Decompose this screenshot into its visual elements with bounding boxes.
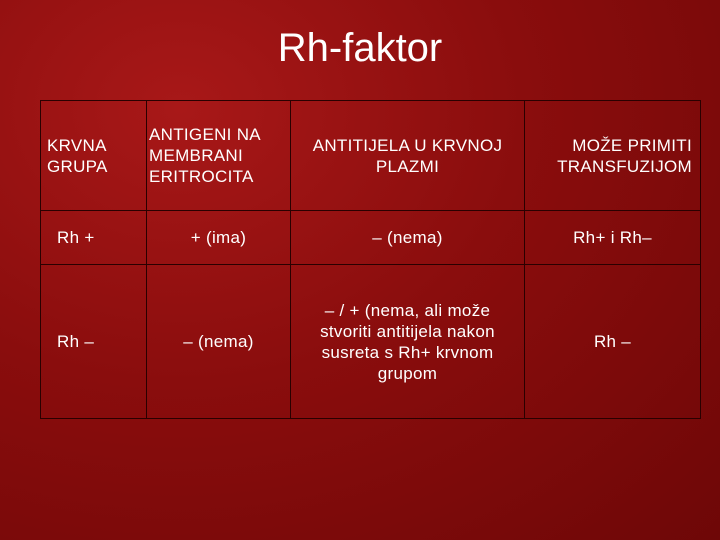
header-cell: ANTITIJELA U KRVNOJ PLAZMI xyxy=(291,101,525,211)
slide-title: Rh-faktor xyxy=(277,26,443,70)
table-cell: – (nema) xyxy=(147,265,291,419)
table-cell: Rh+ i Rh– xyxy=(525,211,701,265)
table-cell: – (nema) xyxy=(291,211,525,265)
table-row xyxy=(41,211,701,265)
header-cell: KRVNA GRUPA xyxy=(41,101,147,211)
header-cell: ANTIGENI NA MEMBRANI ERITROCITA xyxy=(147,101,291,211)
rh-factor-table xyxy=(40,100,701,419)
header-cell: MOŽE PRIMITI TRANSFUZIJOM xyxy=(525,101,701,211)
table-cell: + (ima) xyxy=(147,211,291,265)
table-cell: Rh – xyxy=(41,265,147,419)
table-cell: Rh + xyxy=(41,211,147,265)
table-cell: – / + (nema, ali može stvoriti antitijela nakon susreta s Rh+ krvnom grupom xyxy=(291,265,525,419)
table-header-row xyxy=(41,101,701,211)
table-cell: Rh – xyxy=(525,265,701,419)
table-row xyxy=(41,265,701,419)
